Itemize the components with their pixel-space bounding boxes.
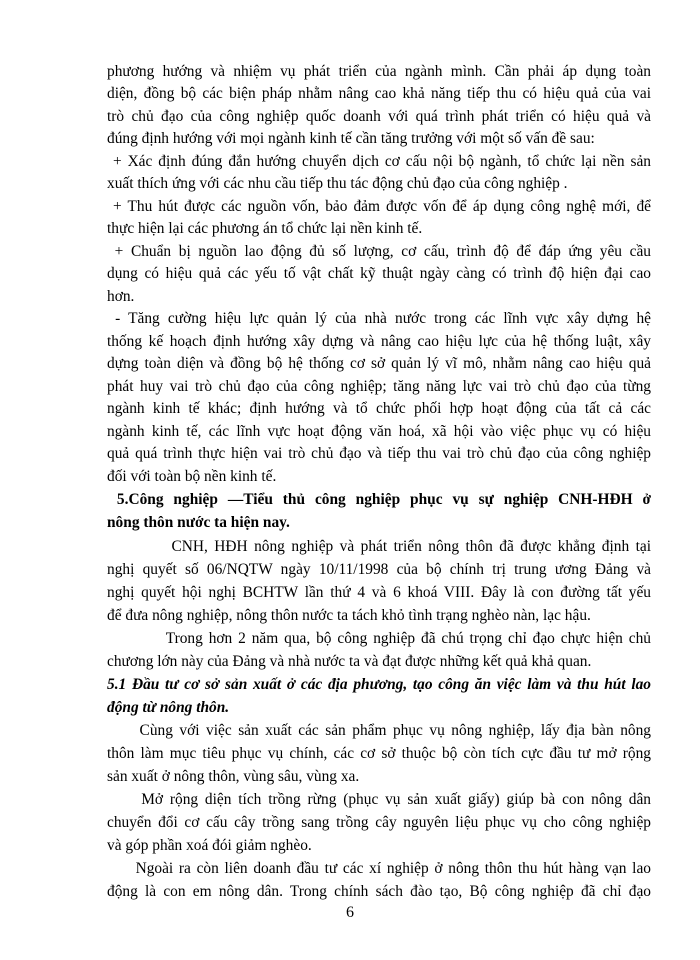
- text-line: trò chủ đạo của công nghiệp quốc doanh với quá trình phát triển có hiệu quả và: [107, 108, 651, 125]
- text-line: ngành kinh tế khác; định hướng và tổ chức phối hợp hoạt động của tất cả các: [107, 400, 651, 417]
- text-line: đúng định hướng với mọi ngành kinh tế cần tăng trưởng với một số vấn đề sau:: [107, 130, 595, 147]
- text-line: dụng có hiệu quả các yếu tố vật chất kỹ thuật ngày càng có trình độ hiện đại cao: [107, 265, 651, 282]
- page-number: 6: [346, 904, 354, 921]
- text-line: hơn.: [107, 288, 135, 305]
- text-line: + Chuẩn bị nguồn lao động đủ số lượng, cơ cấu, trình độ để đáp ứng yêu cầu: [107, 243, 651, 260]
- text-line: thôn làm mục tiêu phục vụ chính, các cơ sở thuộc bộ còn tích cực đầu tư mở rộng: [107, 745, 651, 762]
- subsection-heading: 5.1 Đầu tư cơ sở sản xuất ở các địa phương, tạo công ăn việc làm và thu hút lao: [107, 676, 651, 693]
- text-line: ngành kinh tế, các lĩnh vực hoạt động văn hoá, xã hội vào việc phục vụ có hiệu: [107, 423, 651, 440]
- text-line: Ngoài ra còn liên doanh đầu tư các xí nghiệp ở nông thôn thu hút hàng vạn lao: [107, 860, 651, 877]
- section-heading: 5.Công nghiệp —Tiểu thủ công nghiệp phục vụ sự nghiệp CNH-HĐH ở: [107, 491, 651, 508]
- section-heading: nông thôn nước ta hiện nay.: [107, 514, 290, 531]
- text-line: đối với toàn bộ nền kinh tế.: [107, 468, 277, 485]
- text-line: phát huy vai trò chủ đạo của công nghiệp; tăng năng lực vai trò chủ đạo của từng: [107, 378, 651, 395]
- text-line: và góp phần xoá đói giảm nghèo.: [107, 837, 312, 854]
- text-line: thực hiện lại các phương án tổ chức lại nền kinh tế.: [107, 220, 423, 237]
- text-line: + Xác định đúng đắn hướng chuyển dịch cơ cấu nội bộ ngành, tổ chức lại nền sản: [107, 153, 651, 170]
- text-line: xuất thích ứng với các nhu cầu tiếp thu tác động chủ đạo của công nghiệp .: [107, 175, 568, 192]
- text-line: chương lớn này của Đảng và nhà nước ta và đạt được những kết quả khả quan.: [107, 653, 592, 670]
- text-line: - Tăng cường hiệu lực quản lý của nhà nước trong các lĩnh vực xây dựng hệ: [107, 310, 651, 327]
- text-line: Mở rộng diện tích trồng rừng (phục vụ sản xuất giấy) giúp bà con nông dân: [107, 791, 651, 808]
- text-line: động là con em nông dân. Trong chính sách đào tạo, Bộ công nghiệp đã chỉ đạo: [107, 883, 651, 900]
- text-line: phương hướng và nhiệm vụ phát triển của ngành mình. Cần phải áp dụng toàn: [107, 63, 651, 80]
- text-line: Trong hơn 2 năm qua, bộ công nghiệp đã chú trọng chỉ đạo chực hiện chủ: [107, 630, 651, 647]
- text-line: để đưa nông nghiệp, nông thôn nước ta tách khỏ tình trạng nghèo nàn, lạc hậu.: [107, 607, 591, 624]
- text-line: + Thu hút được các nguồn vốn, bảo đảm được vốn để áp dụng công nghệ mới, để: [107, 198, 651, 215]
- text-line: nghị quyết số 06/NQTW ngày 10/11/1998 của bộ chính trị trung ương Đảng và: [107, 561, 651, 578]
- text-line: nghị quyết hội nghị BCHTW lần thứ 4 và 6 khoá VIII. Đây là con đường tất yếu: [107, 584, 651, 601]
- subsection-heading: động từ nông thôn.: [107, 699, 230, 716]
- text-line: diện, đồng bộ các biện pháp nhằm nâng cao khả năng tiếp thu có hiệu quả của vai: [107, 85, 651, 102]
- text-line: chuyển đổi cơ cấu cây trồng sang trồng cây nguyên liệu phục vụ cho công nghiệp: [107, 814, 651, 831]
- text-line: sản xuất ở nông thôn, vùng sâu, vùng xa.: [107, 768, 360, 785]
- text-line: dựng toàn diện và đồng bộ hệ thống cơ sở quản lý vĩ mô, nhằm nâng cao hiệu quả: [107, 355, 651, 372]
- text-line: Cùng với việc sản xuất các sản phẩm phục vụ nông nghiệp, lấy địa bàn nông: [107, 722, 651, 739]
- text-line: thống kế hoạch định hướng xây dựng và nâng cao hiệu lực của hệ thống luật, xây: [107, 333, 651, 350]
- text-line: CNH, HĐH nông nghiệp và phát triển nông thôn đã được khẳng định tại: [107, 538, 651, 555]
- text-line: quả quá trình thực hiện vai trò chủ đạo và tiếp thu vai trò chủ đạo của công nghiệp: [107, 445, 651, 462]
